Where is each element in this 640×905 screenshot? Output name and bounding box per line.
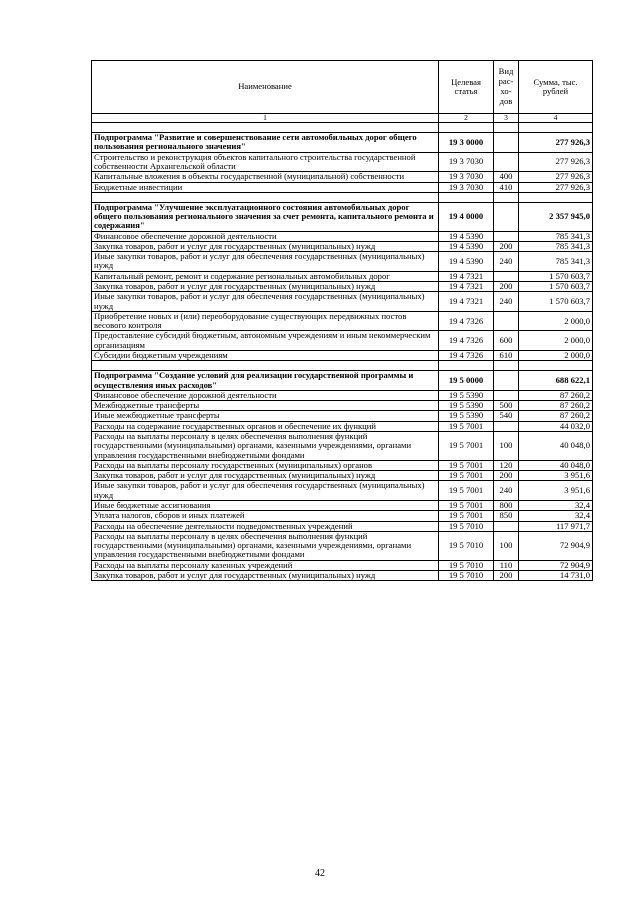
row-name: Иные межбюджетные трансферты xyxy=(92,411,439,421)
row-sum: 72 904,9 xyxy=(519,531,593,560)
spacer-cell xyxy=(439,123,494,133)
row-sum: 32,4 xyxy=(519,511,593,521)
row-expense-type xyxy=(494,311,519,331)
row-name: Капитальные вложения в объекты государственной (муниципальной) собственности xyxy=(92,172,439,182)
row-target-article: 19 4 0000 xyxy=(439,202,494,231)
row-target-article: 19 5 7010 xyxy=(439,570,494,580)
header-expense-type-line: хо- xyxy=(500,86,512,96)
row-target-article: 19 5 7010 xyxy=(439,531,494,560)
subprogram-row xyxy=(92,202,593,231)
row-expense-type: 610 xyxy=(494,351,519,361)
row-sum: 1 570 603,7 xyxy=(519,292,593,312)
row-target-article: 19 3 0000 xyxy=(439,133,494,153)
row-sum: 87 260,2 xyxy=(519,390,593,400)
row-name: Строительство и реконструкция объектов капитального строительства государственной собственности Архангельской области xyxy=(92,152,439,172)
column-number-row xyxy=(92,114,593,123)
column-number: 2 xyxy=(439,114,494,123)
table-row xyxy=(92,241,593,251)
row-target-article: 19 4 5390 xyxy=(439,252,494,272)
row-name: Закупка товаров, работ и услуг для государственных (муниципальных) нужд xyxy=(92,471,439,481)
row-expense-type xyxy=(494,271,519,281)
row-expense-type: 540 xyxy=(494,411,519,421)
row-target-article: 19 4 7321 xyxy=(439,282,494,292)
row-target-article: 19 4 7321 xyxy=(439,292,494,312)
table-row xyxy=(92,331,593,351)
row-name: Закупка товаров, работ и услуг для государственных (муниципальных) нужд xyxy=(92,282,439,292)
row-expense-type xyxy=(494,231,519,241)
row-name: Капитальный ремонт, ремонт и содержание региональных автомобильных дорог xyxy=(92,271,439,281)
row-name: Расходы на выплаты персоналу в целях обеспечения выполнения функций государственными (муниципальными) органами, казенными учреждениями, органами управления государственными внебюджетными фондами xyxy=(92,431,439,460)
row-name: Уплата налогов, сборов и иных платежей xyxy=(92,511,439,521)
column-number: 1 xyxy=(92,114,439,123)
header-name: Наименование xyxy=(92,61,439,114)
spacer-cell xyxy=(494,192,519,202)
row-name: Иные закупки товаров, работ и услуг для обеспечения государственных (муниципальных) нужд xyxy=(92,252,439,272)
row-expense-type: 800 xyxy=(494,500,519,510)
spacer-cell xyxy=(92,192,439,202)
row-expense-type: 200 xyxy=(494,282,519,292)
row-sum: 40 048,0 xyxy=(519,431,593,460)
row-expense-type: 200 xyxy=(494,241,519,251)
row-name: Субсидии бюджетным учреждениям xyxy=(92,351,439,361)
row-expense-type: 600 xyxy=(494,331,519,351)
row-sum: 1 570 603,7 xyxy=(519,282,593,292)
table-row xyxy=(92,570,593,580)
row-target-article: 19 5 7010 xyxy=(439,521,494,531)
table-row xyxy=(92,421,593,431)
row-expense-type: 500 xyxy=(494,401,519,411)
spacer-cell xyxy=(439,192,494,202)
row-sum: 1 570 603,7 xyxy=(519,271,593,281)
row-target-article: 19 5 7001 xyxy=(439,471,494,481)
row-expense-type xyxy=(494,371,519,391)
subprogram-row xyxy=(92,371,593,391)
row-name: Межбюджетные трансферты xyxy=(92,401,439,411)
row-name: Расходы на обеспечение деятельности подведомственных учреждений xyxy=(92,521,439,531)
row-name: Иные закупки товаров, работ и услуг для обеспечения государственных (муниципальных) нужд xyxy=(92,292,439,312)
table-row xyxy=(92,292,593,312)
row-expense-type: 200 xyxy=(494,570,519,580)
row-expense-type: 240 xyxy=(494,292,519,312)
row-sum: 277 926,3 xyxy=(519,172,593,182)
spacer-cell xyxy=(519,361,593,371)
row-sum: 14 731,0 xyxy=(519,570,593,580)
table-row xyxy=(92,560,593,570)
spacer-row xyxy=(92,192,593,202)
table-row xyxy=(92,531,593,560)
table-row xyxy=(92,311,593,331)
row-name: Расходы на выплаты персоналу государственных (муниципальных) органов xyxy=(92,460,439,470)
row-sum: 3 951,6 xyxy=(519,481,593,501)
row-expense-type: 400 xyxy=(494,172,519,182)
row-sum: 72 904,9 xyxy=(519,560,593,570)
row-target-article: 19 5 7001 xyxy=(439,481,494,501)
table-row xyxy=(92,172,593,182)
row-target-article: 19 4 7321 xyxy=(439,271,494,281)
row-name: Расходы на выплаты персоналу казенных учреждений xyxy=(92,560,439,570)
row-target-article: 19 5 7001 xyxy=(439,500,494,510)
table-row xyxy=(92,481,593,501)
table-row xyxy=(92,500,593,510)
spacer-cell xyxy=(494,361,519,371)
spacer-cell xyxy=(519,123,593,133)
budget-table xyxy=(91,60,593,581)
row-name: Приобретение новых и (или) переоборудование существующих передвижных постов весового контроля xyxy=(92,311,439,331)
row-target-article: 19 4 7326 xyxy=(439,351,494,361)
row-sum: 2 357 945,0 xyxy=(519,202,593,231)
row-name: Финансовое обеспечение дорожной деятельности xyxy=(92,390,439,400)
row-sum: 40 048,0 xyxy=(519,460,593,470)
row-name: Предоставление субсидий бюджетным, автономным учреждениям и иным некоммерческим организациям xyxy=(92,331,439,351)
row-sum: 87 260,2 xyxy=(519,401,593,411)
table-row xyxy=(92,521,593,531)
row-expense-type xyxy=(494,133,519,153)
table-row xyxy=(92,401,593,411)
header-expense-type-line: дов xyxy=(499,95,513,106)
row-expense-type xyxy=(494,152,519,172)
row-sum: 277 926,3 xyxy=(519,133,593,153)
row-expense-type xyxy=(494,202,519,231)
header-sum: Сумма, тыс. рублей xyxy=(519,61,593,114)
column-number: 3 xyxy=(494,114,519,123)
row-name: Подпрограмма "Создание условий для реализации государственной программы и осуществления иных расходов" xyxy=(92,371,439,391)
row-name: Подпрограмма "Улучшение эксплуатационного состояния автомобильных дорог общего пользования регионального значения за счет ремонта, капитального ремонта и содержания" xyxy=(92,202,439,231)
table-row xyxy=(92,252,593,272)
table-row xyxy=(92,460,593,470)
row-sum: 32,4 xyxy=(519,500,593,510)
row-target-article: 19 5 5390 xyxy=(439,390,494,400)
row-target-article: 19 5 5390 xyxy=(439,401,494,411)
row-sum: 87 260,2 xyxy=(519,411,593,421)
row-sum: 2 000,0 xyxy=(519,311,593,331)
row-name: Закупка товаров, работ и услуг для государственных (муниципальных) нужд xyxy=(92,570,439,580)
row-expense-type: 200 xyxy=(494,471,519,481)
row-expense-type: 410 xyxy=(494,182,519,192)
row-expense-type xyxy=(494,390,519,400)
row-target-article: 19 5 7001 xyxy=(439,511,494,521)
table-row xyxy=(92,471,593,481)
row-target-article: 19 4 5390 xyxy=(439,231,494,241)
row-target-article: 19 3 7030 xyxy=(439,152,494,172)
row-sum: 2 000,0 xyxy=(519,331,593,351)
column-number: 4 xyxy=(519,114,593,123)
row-target-article: 19 5 7010 xyxy=(439,560,494,570)
row-expense-type: 240 xyxy=(494,481,519,501)
row-sum: 44 032,0 xyxy=(519,421,593,431)
row-target-article: 19 4 7326 xyxy=(439,331,494,351)
row-sum: 785 341,3 xyxy=(519,231,593,241)
row-name: Иные бюджетные ассигнования xyxy=(92,500,439,510)
table-body xyxy=(92,123,593,581)
subprogram-row xyxy=(92,133,593,153)
row-target-article: 19 3 7030 xyxy=(439,182,494,192)
table-row xyxy=(92,511,593,521)
row-expense-type: 100 xyxy=(494,531,519,560)
row-sum: 277 926,3 xyxy=(519,182,593,192)
table-row xyxy=(92,431,593,460)
spacer-row xyxy=(92,361,593,371)
table-row xyxy=(92,390,593,400)
row-expense-type: 100 xyxy=(494,431,519,460)
row-sum: 785 341,3 xyxy=(519,241,593,251)
spacer-cell xyxy=(494,123,519,133)
table-row xyxy=(92,351,593,361)
row-expense-type xyxy=(494,521,519,531)
table-row xyxy=(92,152,593,172)
row-expense-type: 240 xyxy=(494,252,519,272)
row-name: Закупка товаров, работ и услуг для государственных (муниципальных) нужд xyxy=(92,241,439,251)
row-name: Подпрограмма "Развитие и совершенствование сети автомобильных дорог общего пользования регионального значения" xyxy=(92,133,439,153)
table-row xyxy=(92,411,593,421)
spacer-cell xyxy=(92,123,439,133)
row-sum: 117 971,7 xyxy=(519,521,593,531)
spacer-cell xyxy=(92,361,439,371)
row-sum: 785 341,3 xyxy=(519,252,593,272)
header-row xyxy=(92,61,593,114)
page-number: 42 xyxy=(315,868,325,879)
header-target-article: Целевая статья xyxy=(439,61,494,114)
header-expense-type-line: рас- xyxy=(498,76,514,87)
row-target-article: 19 5 7001 xyxy=(439,460,494,470)
row-expense-type xyxy=(494,421,519,431)
header-expense-type xyxy=(494,61,519,114)
spacer-cell xyxy=(519,192,593,202)
row-sum: 3 951,6 xyxy=(519,471,593,481)
row-expense-type: 120 xyxy=(494,460,519,470)
row-sum: 688 622,1 xyxy=(519,371,593,391)
spacer-cell xyxy=(439,361,494,371)
row-name: Расходы на выплаты персоналу в целях обеспечения выполнения функций государственными (муниципальными) органами, казенными учреждениями, органами управления государственными внебюджетными фондами xyxy=(92,531,439,560)
row-expense-type: 850 xyxy=(494,511,519,521)
row-target-article: 19 4 7326 xyxy=(439,311,494,331)
table-row xyxy=(92,282,593,292)
row-name: Бюджетные инвестиции xyxy=(92,182,439,192)
table-row xyxy=(92,182,593,192)
table-row xyxy=(92,231,593,241)
row-target-article: 19 5 0000 xyxy=(439,371,494,391)
row-target-article: 19 5 7001 xyxy=(439,431,494,460)
table-row xyxy=(92,271,593,281)
row-name: Расходы на содержание государственных органов и обеспечение их функций xyxy=(92,421,439,431)
row-target-article: 19 4 5390 xyxy=(439,241,494,251)
row-sum: 2 000,0 xyxy=(519,351,593,361)
row-target-article: 19 3 7030 xyxy=(439,172,494,182)
row-name: Финансовое обеспечение дорожной деятельности xyxy=(92,231,439,241)
row-name: Иные закупки товаров, работ и услуг для обеспечения государственных (муниципальных) нужд xyxy=(92,481,439,501)
header-expense-type-line: Вид xyxy=(498,66,514,77)
row-sum: 277 926,3 xyxy=(519,152,593,172)
row-target-article: 19 5 5390 xyxy=(439,411,494,421)
row-expense-type: 110 xyxy=(494,560,519,570)
spacer-row xyxy=(92,123,593,133)
row-target-article: 19 5 7001 xyxy=(439,421,494,431)
